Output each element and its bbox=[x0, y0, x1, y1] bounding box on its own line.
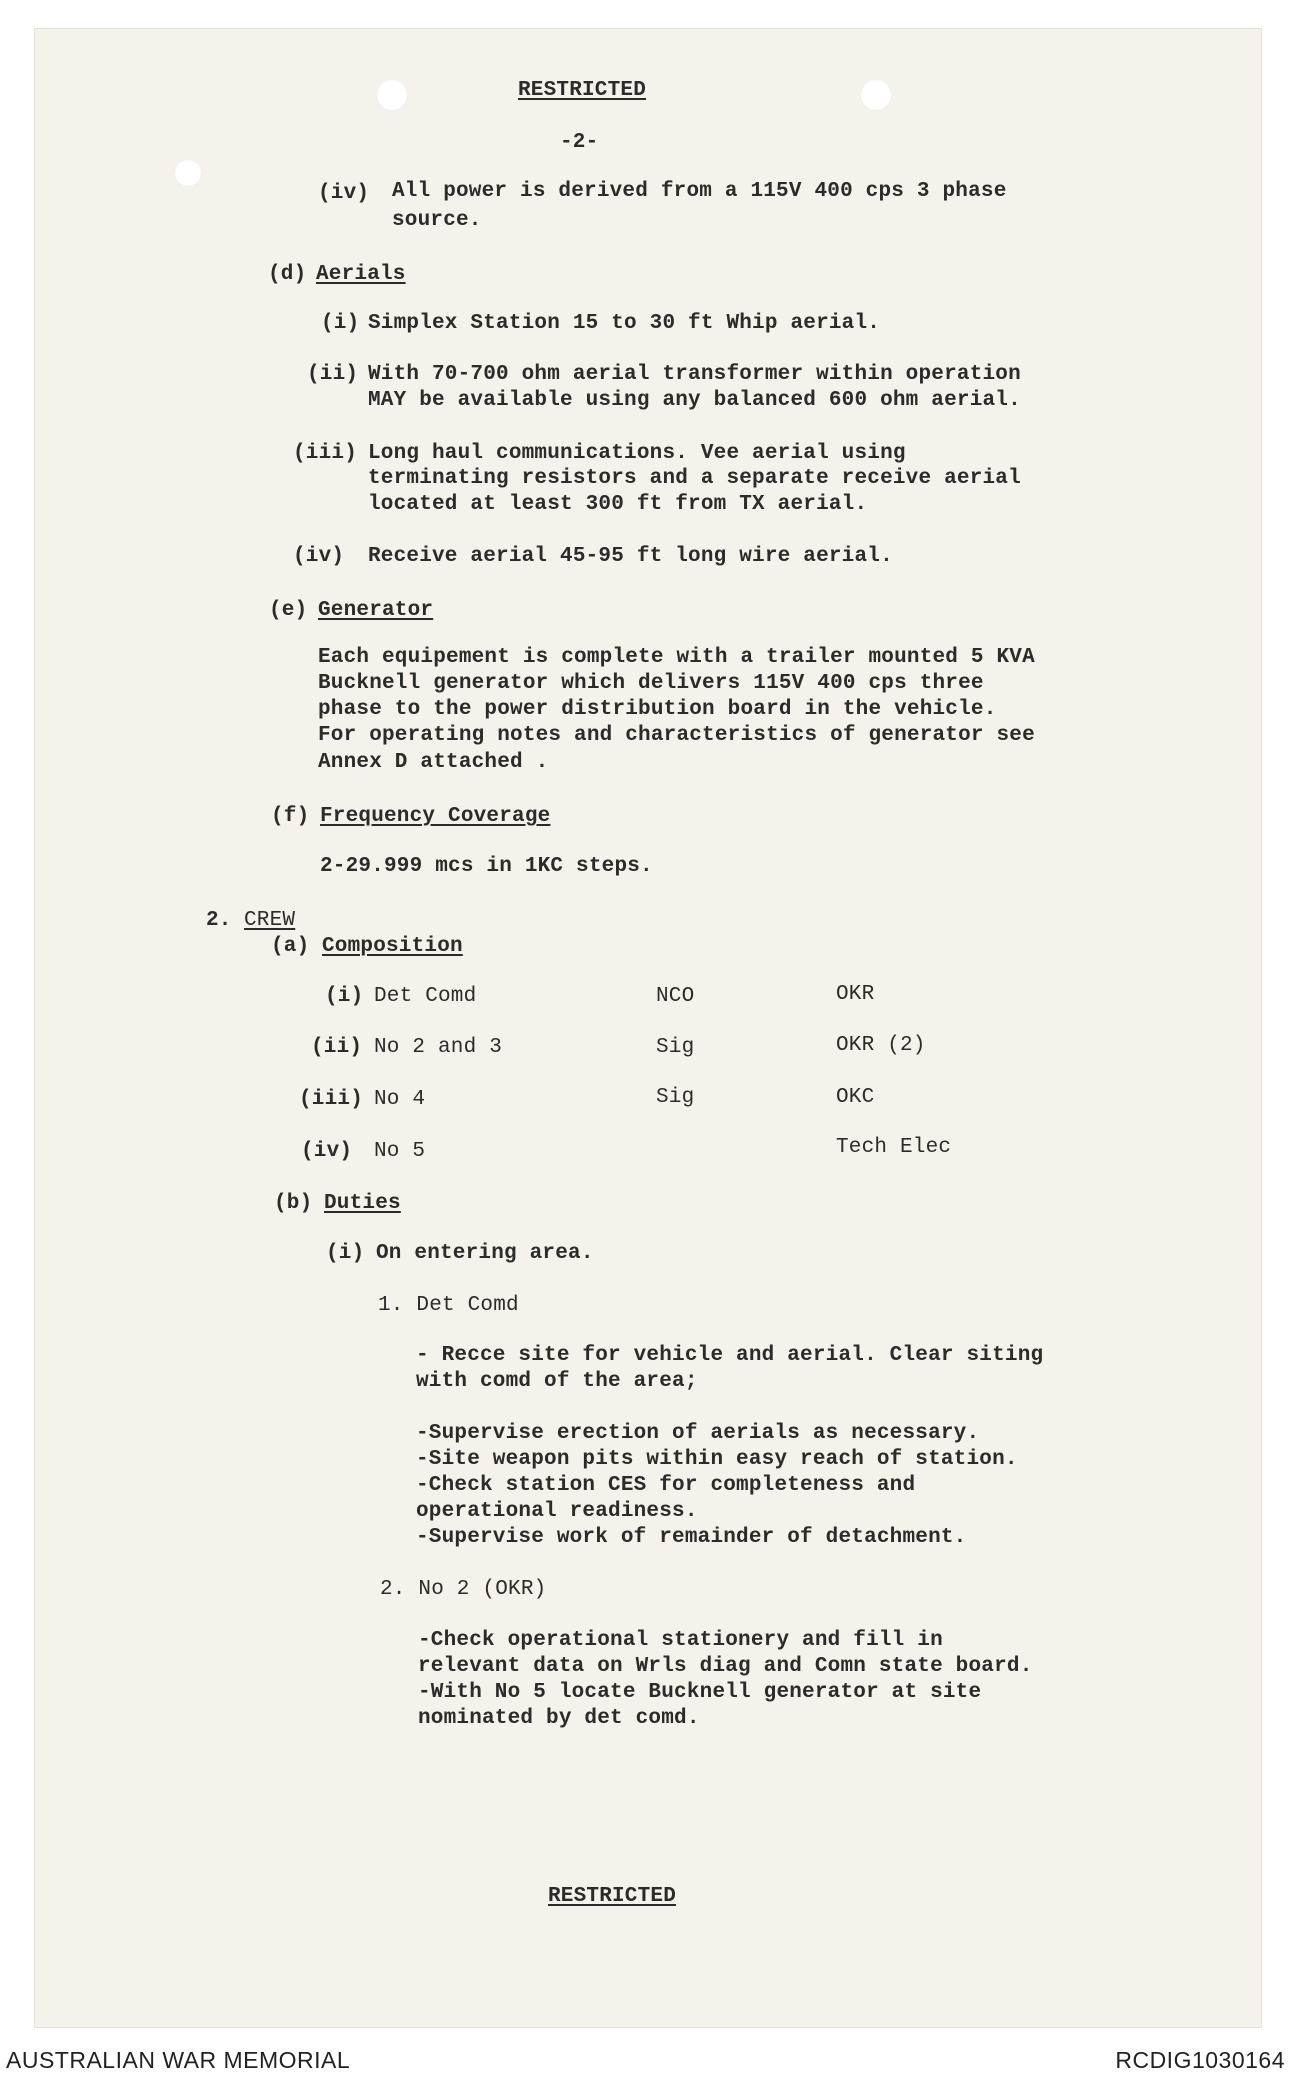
paragraph-line: operational readiness. bbox=[416, 1500, 698, 1523]
paragraph-line: Receive aerial 45-95 ft long wire aerial. bbox=[368, 545, 893, 568]
section-label: (e) bbox=[269, 599, 308, 622]
duty-heading-no2: 2. No 2 (OKR) bbox=[380, 1578, 547, 1601]
section-label: (d) bbox=[268, 263, 307, 286]
section-label: (f) bbox=[271, 805, 310, 828]
paragraph-line: Simplex Station 15 to 30 ft Whip aerial. bbox=[368, 312, 881, 335]
paragraph-line: Bucknell generator which delivers 115V 400 cps three bbox=[318, 672, 984, 695]
paragraph-line: All power is derived from a 115V 400 cps 3 phase bbox=[392, 180, 1007, 203]
table-cell-trade: OKC bbox=[836, 1086, 875, 1109]
table-cell-trade: OKR bbox=[836, 983, 875, 1006]
duty-heading-det-comd: 1. Det Comd bbox=[378, 1294, 519, 1317]
item-number: (iii) bbox=[299, 1088, 364, 1111]
paragraph-line: -Supervise erection of aerials as necessary. bbox=[416, 1422, 980, 1445]
section-number: 2. bbox=[206, 909, 232, 932]
paragraph-line: -Check station CES for completeness and bbox=[416, 1474, 916, 1497]
classification-header: RESTRICTED bbox=[518, 79, 647, 102]
paragraph-line: -With No 5 locate Bucknell generator at site bbox=[418, 1681, 982, 1704]
subsection-title: On entering area. bbox=[376, 1242, 594, 1265]
punch-hole bbox=[860, 79, 892, 111]
table-cell-role: Det Comd bbox=[374, 985, 477, 1008]
table-cell-rank: NCO bbox=[656, 985, 695, 1008]
paragraph-line: located at least 300 ft from TX aerial. bbox=[368, 493, 868, 516]
item-number: (iv) bbox=[293, 545, 345, 568]
paragraph-line: terminating resistors and a separate receive aerial bbox=[368, 467, 1021, 490]
paragraph-line: With 70-700 ohm aerial transformer within operation bbox=[368, 363, 1021, 386]
archive-name: AUSTRALIAN WAR MEMORIAL bbox=[6, 2047, 351, 2073]
paragraph-line: -Check operational stationery and fill in bbox=[418, 1629, 943, 1652]
archive-id: RCDIG1030164 bbox=[1115, 2047, 1285, 2073]
item-number: (i) bbox=[326, 1242, 365, 1265]
table-cell-trade: OKR (2) bbox=[836, 1034, 926, 1057]
paragraph-line: -Site weapon pits within easy reach of station. bbox=[416, 1448, 1018, 1471]
item-number: (iv) bbox=[318, 182, 370, 205]
paragraph-line: with comd of the area; bbox=[416, 1370, 698, 1393]
table-cell-role: No 2 and 3 bbox=[374, 1036, 503, 1059]
section-title-composition: Composition bbox=[322, 935, 463, 958]
paragraph-line: 2-29.999 mcs in 1KC steps. bbox=[320, 855, 653, 878]
item-number: (i) bbox=[321, 312, 360, 335]
paragraph-line: -Supervise work of remainder of detachment. bbox=[416, 1526, 967, 1549]
section-label: (b) bbox=[274, 1192, 313, 1215]
section-title-crew: CREW bbox=[244, 909, 296, 932]
item-number: (iii) bbox=[293, 442, 358, 465]
section-title-generator: Generator bbox=[318, 599, 434, 622]
paragraph-line: For operating notes and characteristics of generator see bbox=[318, 724, 1035, 747]
paragraph-line: Long haul communications. Vee aerial using bbox=[368, 442, 906, 465]
paragraph-line: phase to the power distribution board in the vehicle. bbox=[318, 698, 997, 721]
paragraph-line: - Recce site for vehicle and aerial. Clear siting bbox=[416, 1344, 1044, 1367]
punch-hole bbox=[376, 79, 408, 111]
paragraph-line: Each equipement is complete with a trailer mounted 5 KVA bbox=[318, 646, 1035, 669]
paragraph-line: Annex D attached . bbox=[318, 751, 549, 774]
section-title-frequency: Frequency Coverage bbox=[320, 805, 551, 828]
item-number: (iv) bbox=[301, 1140, 353, 1163]
item-number: (ii) bbox=[307, 363, 359, 386]
paragraph-line: nominated by det comd. bbox=[418, 1707, 700, 1730]
table-cell-trade: Tech Elec bbox=[836, 1136, 952, 1159]
paragraph-line: MAY be available using any balanced 600 ohm aerial. bbox=[368, 389, 1021, 412]
paragraph-line: relevant data on Wrls diag and Comn state board. bbox=[418, 1655, 1033, 1678]
classification-footer: RESTRICTED bbox=[548, 1885, 677, 1908]
table-cell-role: No 5 bbox=[374, 1140, 426, 1163]
table-cell-rank: Sig bbox=[656, 1036, 695, 1059]
item-number: (ii) bbox=[311, 1036, 363, 1059]
punch-hole bbox=[174, 159, 202, 187]
section-title-duties: Duties bbox=[324, 1192, 401, 1215]
paragraph-line: source. bbox=[392, 209, 482, 232]
table-cell-rank: Sig bbox=[656, 1086, 695, 1109]
section-label: (a) bbox=[271, 935, 310, 958]
section-title-aerials: Aerials bbox=[316, 263, 406, 286]
page-number: -2- bbox=[560, 131, 599, 154]
item-number: (i) bbox=[325, 985, 364, 1008]
table-cell-role: No 4 bbox=[374, 1088, 426, 1111]
